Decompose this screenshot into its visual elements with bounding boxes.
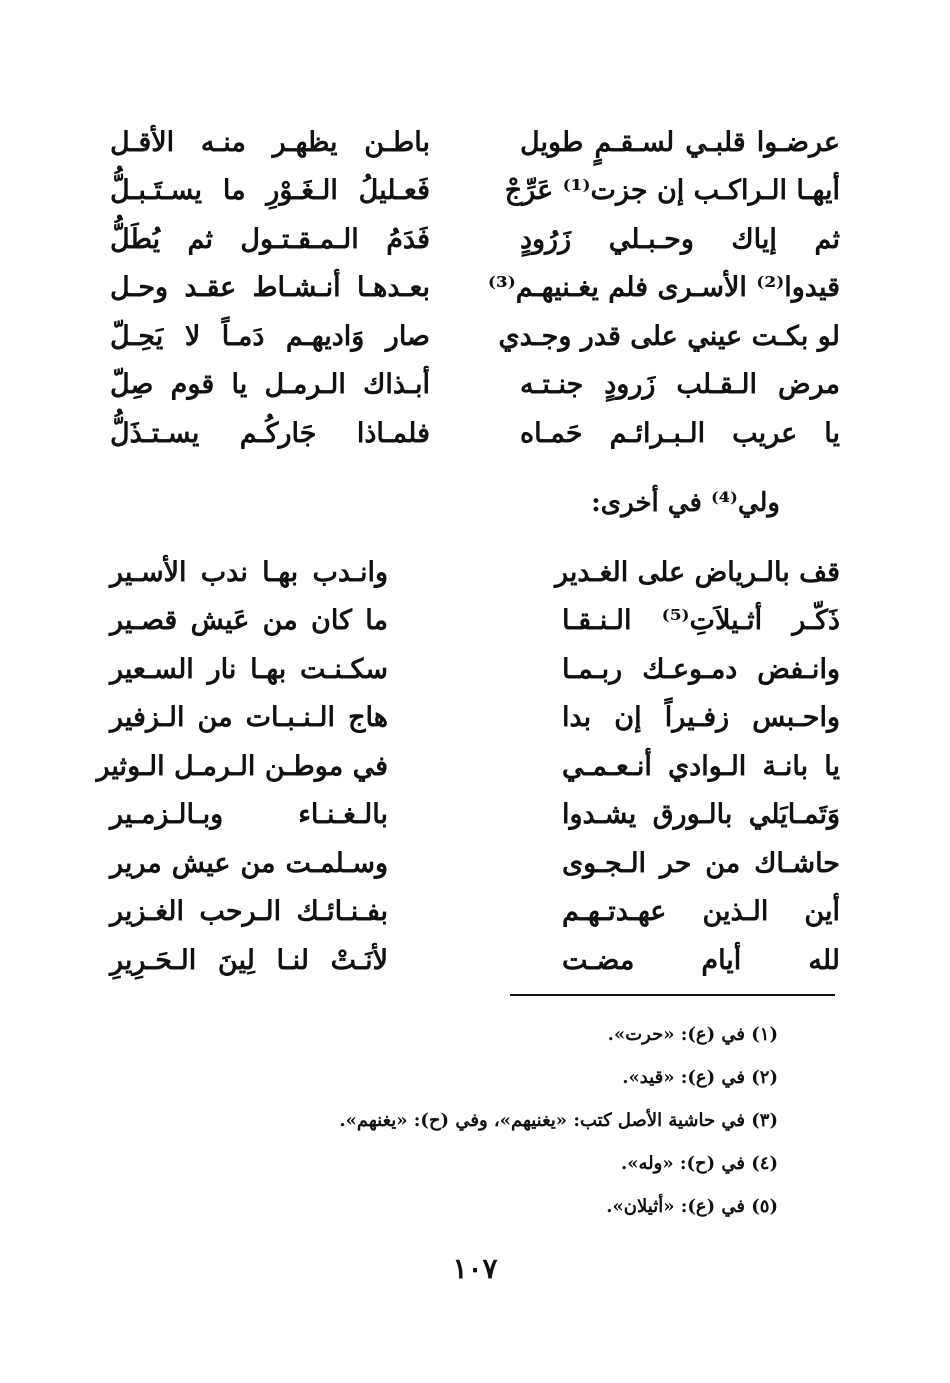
first-hemistich: واحـبس زفـيراً إن بدا (562, 702, 840, 734)
verse-line (110, 548, 840, 597)
verse-line (110, 694, 840, 743)
verse-line (110, 215, 840, 264)
footnote: (٥) في (ع): «أثيلان». (606, 1196, 778, 1217)
second-hemistich: باطـن يظهـر منـه الأقـل (110, 126, 430, 158)
second-hemistich: وسـلمـت من عيش مرير (110, 847, 388, 879)
poem-lower (96, 548, 840, 985)
second-hemistich: بعـدهـا أنـشـاط عقـد وحـل (110, 272, 430, 304)
first-hemistich: ذَكّـر أثـيلاَتِ⁽⁵⁾ الـنـقـا (562, 605, 840, 637)
second-hemistich: صار وَاديهـم دَمـاً لا يَحِـلّ (110, 320, 430, 352)
verse-line (110, 409, 840, 458)
second-hemistich: فلمـاذا جَاركُـم يسـتـذَلُّ (110, 417, 430, 449)
first-hemistich: مرض الـقـلب زَرودٍ جنـتـه (520, 369, 840, 401)
first-hemistich: قف بالـرياض على الغـدير (554, 556, 840, 588)
footnote: (٣) في حاشية الأصل كتب: «يغنيهم»، وفي (ح): «يغنهم». (339, 1110, 778, 1131)
verse-line (110, 118, 840, 167)
verse-line (110, 312, 840, 361)
first-hemistich: أيهـا الـراكـب إن جزت⁽¹⁾ عَرِّجْ (504, 175, 840, 207)
second-hemistich: هاج الـنـبـات من الـزفير (110, 702, 388, 734)
first-hemistich: أين الـذين عهـدتـهـم (562, 896, 840, 928)
section-heading: ولي⁽⁴⁾ في أخرى: (591, 488, 780, 518)
first-hemistich: ثم إياك وحـبـلي زَرُودٍ (520, 223, 840, 255)
first-hemistich: يا عريب الـبـرائـم حَمـاه (520, 417, 840, 449)
verse-line (110, 936, 840, 985)
first-hemistich: وانـفض دمـوعـك ربـمـا (562, 653, 840, 685)
verse-line (110, 361, 840, 410)
footnote: (٢) في (ع): «قيد». (622, 1067, 778, 1088)
verse-line (110, 888, 840, 937)
verse-line (110, 839, 840, 888)
first-hemistich: قيدوا⁽²⁾ الأسـرى فلم يغـنيهـم⁽³⁾ (487, 272, 840, 304)
footnotes (218, 1020, 778, 1235)
first-hemistich: لله أيام مضـت (562, 944, 840, 976)
footnote: (٤) في (ح): «وله». (620, 1153, 778, 1174)
verse-line (110, 264, 840, 313)
first-hemistich: وَتَمـايَلي بالـورق يشـدوا (562, 799, 840, 831)
first-hemistich: حاشـاك من حر الـجـوى (562, 847, 840, 879)
second-hemistich: بفـنـائـك الـرحب الغـزير (110, 896, 388, 928)
footnote-separator (510, 994, 835, 996)
footnote: (١) في (ع): «حرت». (607, 1024, 778, 1045)
second-hemistich: لأنَـتْ لنـا لِينَ الـحَـرِيرِ (110, 944, 388, 976)
second-hemistich: في موطـن الـرمـل الـوثير (96, 750, 388, 782)
first-hemistich: يا بانـة الـوادي أنـعـمـي (562, 750, 840, 782)
verse-line (110, 167, 840, 216)
second-hemistich: بالـغـنـاء وبـالـزمـير (110, 799, 388, 831)
first-hemistich: لو بكـت عيني على قدر وجـدي (498, 320, 840, 352)
verse-line (110, 791, 840, 840)
second-hemistich: وانـدب بهـا ندب الأسـير (110, 556, 388, 588)
second-hemistich: ما كان من عَيش قصـير (110, 605, 388, 637)
page-number: ١٠٧ (452, 1252, 498, 1285)
verse-line (110, 645, 840, 694)
second-hemistich: فَعـليلُ الـغَـوْرِ ما يسـتَـبـلُّ (110, 175, 430, 207)
first-hemistich: عرضـوا قلبـي لسـقـمٍ طويل (520, 126, 840, 158)
second-hemistich: أبـذاك الـرمـل يا قوم صِلّ (110, 369, 430, 401)
verse-line (96, 742, 840, 791)
second-hemistich: فَدَمُ الـمـقـتـول ثم يُطَلُّ (110, 223, 430, 255)
second-hemistich: سكـنـت بهـا نار السـعير (110, 653, 388, 685)
poem-upper (110, 118, 840, 458)
verse-line (110, 597, 840, 646)
